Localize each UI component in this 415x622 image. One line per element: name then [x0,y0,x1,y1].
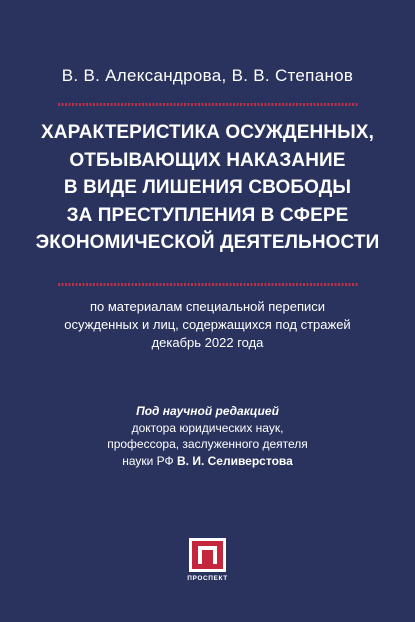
editor-title: профессора, заслуженного деятеля [107,437,308,451]
editor-heading: Под научной редакцией [136,404,279,418]
subtitle-line: декабрь 2022 года [151,335,264,350]
publisher-name: ПРОСПЕКТ [187,575,228,582]
title-line: ХАРАКТЕРИСТИКА ОСУЖДЕННЫХ, [41,122,374,143]
book-title [20,119,395,257]
editor-degree: доктора юридических наук, [131,420,284,435]
editor-block [0,403,415,469]
title-line: ЭКОНОМИЧЕСКОЙ ДЕЯТЕЛЬНОСТИ [35,232,380,253]
subtitle-line: по материалам специальной переписи [89,299,326,314]
editor-name: В. И. Селиверстова [176,453,293,468]
book-subtitle [0,298,415,352]
title-line: ОТБЫВАЮЩИХ НАКАЗАНИЕ [69,149,346,171]
prospekt-logo-icon [189,538,226,572]
title-line: В ВИДЕ ЛИШЕНИЯ СВОБОДЫ [63,177,352,198]
editor-name-line [0,453,415,470]
decorative-rule-top [58,103,358,106]
title-line: ЗА ПРЕСТУПЛЕНИЯ В СФЕРЕ [66,204,349,226]
editor-name-prefix: науки РФ [122,453,174,468]
book-authors: В. В. Александрова, В. В. Степанов [61,66,354,85]
subtitle-line: осужденных и лиц, содержащихся под стражей [64,317,351,332]
decorative-rule-bottom [58,283,358,286]
